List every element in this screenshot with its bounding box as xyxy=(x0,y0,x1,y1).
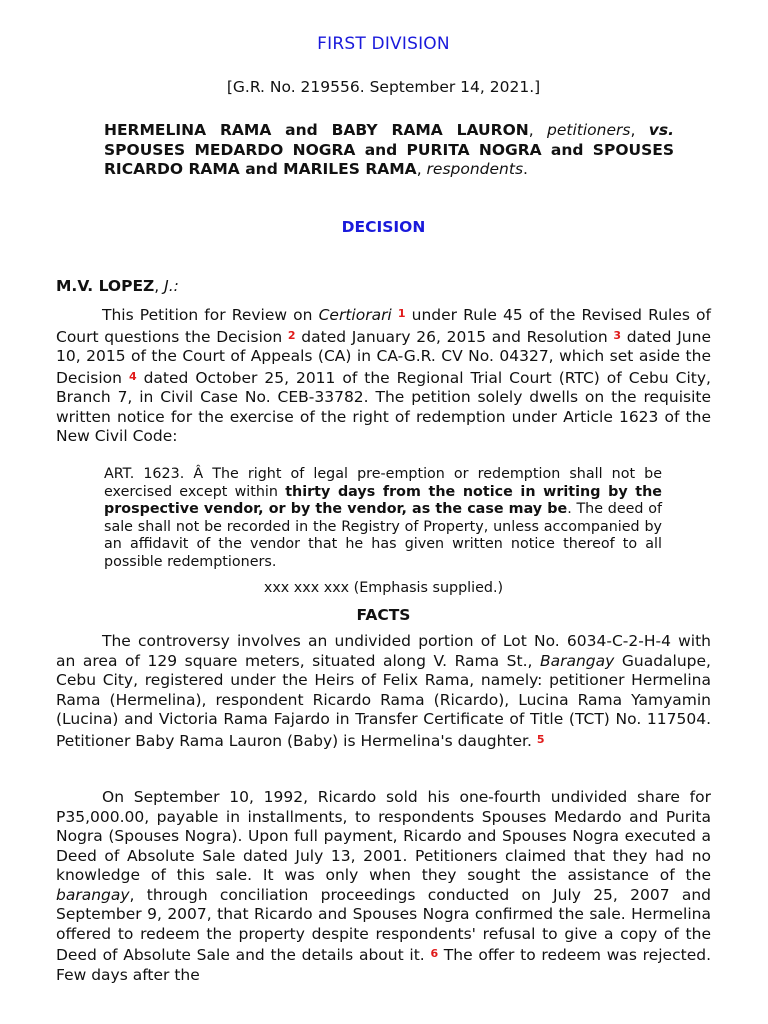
text-run: under Rule 45 of the Revised Rules of Court questions the Decision xyxy=(56,306,711,346)
ponente: M.V. LOPEZ, J.: xyxy=(56,277,179,295)
text-run: On September 10, 1992, Ricardo sold his one-fourth undivided share for P35,000.00, payable in installments, to respondents Spouses Medardo and Purita Nogra (Spouses Nogra). Upon full payment, Ricardo and Spouses Nogra executed a Deed of Absolute Sale dated July 13, 2001. Petitioners claimed that they had no knowledge of this sale. It was only when they sought the assistance of the xyxy=(56,788,711,884)
text-run: The controversy involves an undivided portion of Lot No. 6034-C-2-H-4 with an area of 129 square meters, situated along V. Rama St., xyxy=(56,632,711,670)
text-run: dated June 10, 2015 of the Court of Appeals (CA) in CA-G.R. CV No. 04327, which set aside the Decision xyxy=(56,327,711,387)
emphasized-text: thirty days from the notice in writing by the prospective vendor, or by the vendor, as the case may be xyxy=(104,483,663,518)
text-run: barangay xyxy=(56,885,130,904)
petitioners-names: HERMELINA RAMA and BABY RAMA LAURON xyxy=(104,121,529,139)
text-run: Guadalupe, Cebu City, registered under the Heirs of Felix Rama, namely: petitioner Hermelina Rama (Hermelina), respondent Ricardo Rama (Ricardo), Lucina Rama Yamyamin (Lucina) and Victoria Rama Fajardo in Transfer Certificate of Title (TCT) No. 117504. Petitioner Baby Rama Lauron (Baby) is Hermelina's daughter. xyxy=(56,651,711,750)
respondents-role: respondents xyxy=(426,160,524,178)
ponente-name: M.V. LOPEZ xyxy=(56,277,155,295)
paragraph-2 xyxy=(56,632,711,751)
footnote-link-6[interactable]: 6 xyxy=(430,947,439,960)
text-run: dated October 25, 2011 of the Regional Trial Court (RTC) of Cebu City, Branch 7, in Civil Case No. CEB-33782. The petition solely dwells on the requisite written notice for the exercise of the right of redemption under Article 1623 of the New Civil Code: xyxy=(56,368,711,445)
footnote-link-4[interactable]: 4 xyxy=(128,369,137,383)
text-run: Certiorari xyxy=(318,306,392,324)
text-run: . The deed of sale shall not be recorded in the Registry of Property, unless accompanied by an affidavit of the vendor that he has given written notice thereof to all possible redemptioners. xyxy=(104,501,662,570)
petitioners-role: petitioners xyxy=(547,121,631,139)
text-run: This Petition for Review on xyxy=(102,306,319,324)
paragraph-1 xyxy=(56,304,711,447)
footnote-link-3[interactable]: 3 xyxy=(613,328,622,342)
text-run: ART. 1623. Â The right of legal pre-emption or redemption shall not be exercised except within xyxy=(104,466,662,500)
versus-label: vs. xyxy=(648,121,674,139)
footnote-link-2[interactable]: 2 xyxy=(287,328,296,342)
decision-heading: DECISION xyxy=(341,218,426,236)
division-heading: FIRST DIVISION xyxy=(317,34,450,54)
text-run: The offer to redeem was rejected. Few days after the xyxy=(56,946,711,984)
case-parties: HERMELINA RAMA and BABY RAMA LAURON, petitioners, vs. SPOUSES MEDARDO NOGRA and PURITA NOGRA and SPOUSES RICARDO RAMA and MARILES RAMA, respondents. xyxy=(104,121,674,178)
paragraph-3 xyxy=(56,788,711,985)
ponente-title: J.: xyxy=(164,277,179,295)
respondents-names: SPOUSES MEDARDO NOGRA and PURITA NOGRA and SPOUSES RICARDO RAMA and MARILES RAMA xyxy=(104,140,674,178)
text-run: Barangay xyxy=(539,651,615,670)
text-run: , through conciliation proceedings conducted on July 25, 2007 and September 9, 2007, that Ricardo and Spouses Nogra confirmed the sale. Hermelina offered to redeem the property despite respondents' refusal to give a copy of the Deed of Absolute Sale and the details about it. xyxy=(56,885,711,964)
case-number: [G.R. No. 219556. September 14, 2021.] xyxy=(226,78,541,96)
footnote-link-1[interactable]: 1 xyxy=(397,307,406,320)
text-run: dated January 26, 2015 and Resolution xyxy=(295,327,614,346)
quoted-article xyxy=(104,466,662,572)
footnote-link-5[interactable]: 5 xyxy=(536,732,545,746)
emphasis-note: xxx xxx xxx (Emphasis supplied.) xyxy=(263,580,504,596)
facts-heading: FACTS xyxy=(356,606,411,624)
